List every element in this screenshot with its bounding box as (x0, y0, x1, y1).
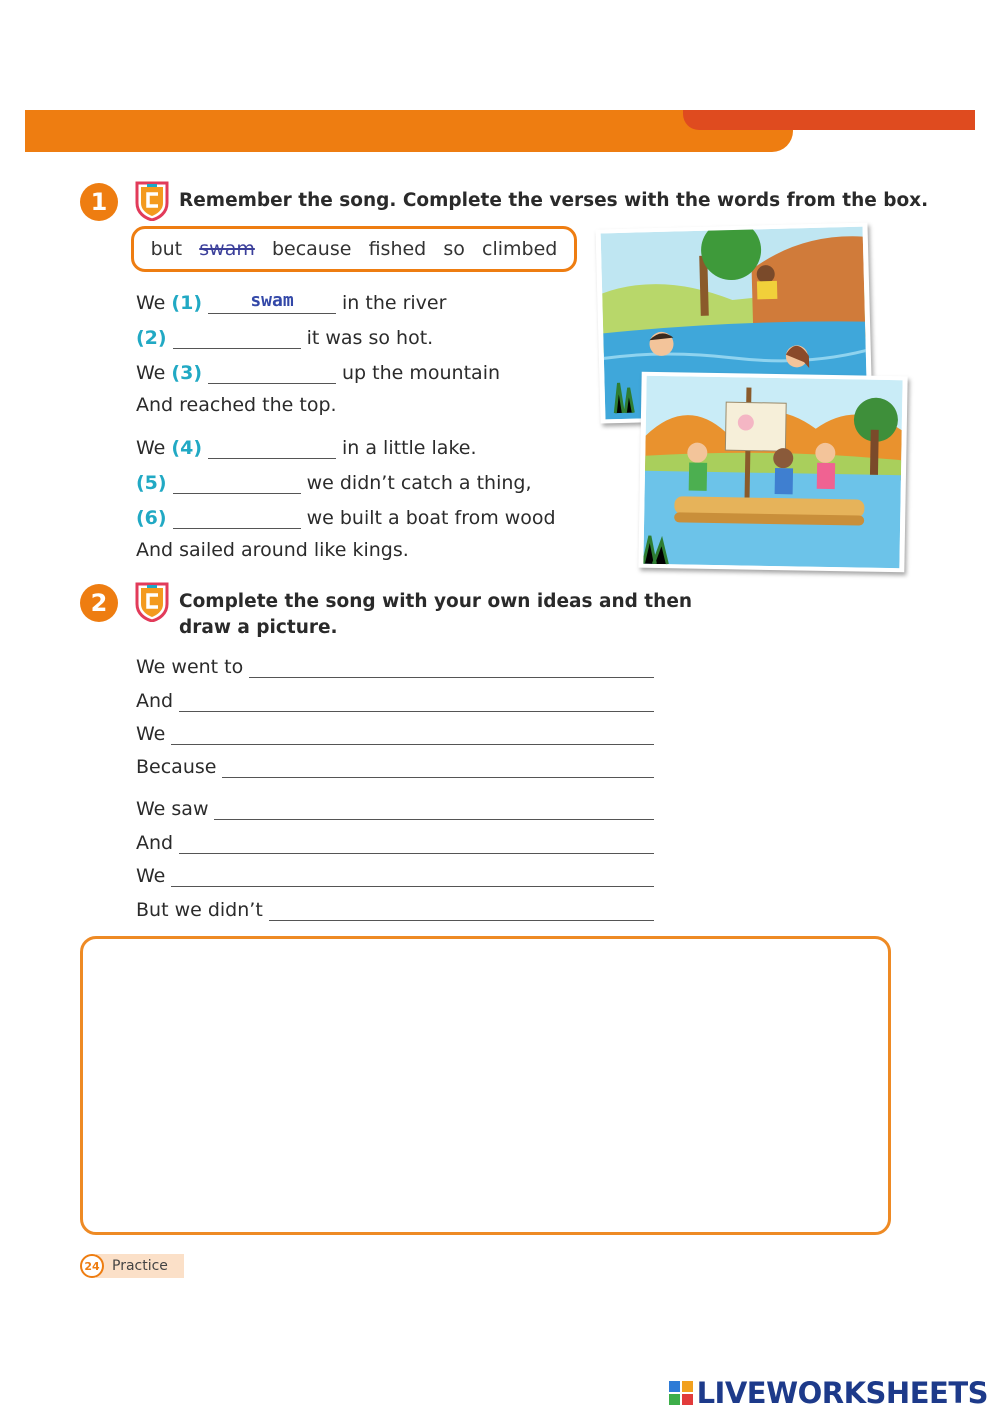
verse-number: (2) (136, 327, 167, 349)
answer-blank-3[interactable] (208, 359, 336, 384)
verse-text: up the mountain (342, 362, 501, 384)
instruction-line: draw a picture. (179, 617, 338, 638)
word-box-item: so (443, 238, 465, 260)
section-label: Practice (96, 1254, 184, 1278)
verse-text: And reached the top. (136, 394, 337, 416)
verse-text: in the river (342, 292, 447, 314)
verse-1 (136, 284, 446, 314)
word-box (131, 226, 577, 272)
write-line (136, 717, 654, 745)
logo-text: LIVEWORKSHEETS (696, 1376, 988, 1410)
write-line (136, 750, 654, 778)
write-in-field[interactable] (249, 657, 654, 678)
answer-blank-4[interactable] (208, 434, 336, 459)
page-footer (80, 1254, 184, 1278)
exercise-2-number: 2 (80, 584, 118, 622)
answer-blank-6[interactable] (173, 504, 301, 529)
line-prompt: And (136, 690, 174, 712)
answer-blank-5[interactable] (173, 469, 301, 494)
answer-text: swam (250, 290, 294, 311)
verse-number: (1) (171, 292, 203, 314)
verse-7 (136, 499, 556, 529)
instruction-line: Complete the song with your own ideas and then (179, 591, 693, 612)
write-line (136, 893, 654, 921)
page-number: 24 (80, 1254, 104, 1278)
verse-3 (136, 354, 500, 384)
word-box-item: fished (368, 238, 427, 260)
verse-4 (136, 386, 337, 416)
shield-icon (135, 181, 169, 225)
line-prompt: We went to (136, 656, 244, 678)
raft-illustration (638, 372, 907, 573)
write-in-field[interactable] (214, 799, 654, 820)
word-box-item: but (150, 238, 183, 260)
verse-text: we built a boat from wood (306, 507, 556, 529)
write-line (136, 650, 654, 678)
verse-number: (4) (171, 437, 203, 459)
header-banner (25, 110, 793, 152)
verse-number: (3) (171, 362, 203, 384)
verse-text: And sailed around like kings. (136, 539, 409, 561)
verse-text: it was so hot. (306, 327, 434, 349)
answer-blank-2[interactable] (173, 324, 301, 349)
verse-text: We (136, 292, 166, 314)
liveworksheets-logo (669, 1376, 988, 1410)
write-line (136, 859, 654, 887)
drawing-area[interactable] (80, 936, 891, 1235)
write-in-field[interactable] (171, 866, 654, 887)
exercise-1-instruction: Remember the song. Complete the verses with the words from the box. (179, 190, 929, 211)
write-line (136, 792, 654, 820)
write-in-field[interactable] (171, 724, 654, 745)
word-box-item: because (271, 238, 352, 260)
line-prompt: Because (136, 756, 217, 778)
write-in-field[interactable] (222, 757, 654, 778)
write-in-field[interactable] (269, 900, 654, 921)
word-box-item-used: swam (199, 238, 255, 260)
answer-blank-1[interactable] (208, 289, 336, 314)
line-prompt: We (136, 723, 166, 745)
verse-number: (5) (136, 472, 167, 494)
write-in-field[interactable] (179, 833, 654, 854)
verse-text: in a little lake. (342, 437, 477, 459)
exercise-2-instruction (179, 589, 692, 641)
verse-6 (136, 464, 532, 494)
line-prompt: And (136, 832, 174, 854)
line-prompt: But we didn’t (136, 899, 263, 921)
verse-2 (136, 319, 433, 349)
word-box-item: climbed (482, 238, 558, 260)
verse-text: We (136, 362, 166, 384)
verse-8 (136, 531, 409, 561)
write-line (136, 684, 654, 712)
verse-text: We (136, 437, 166, 459)
verse-text: we didn’t catch a thing, (306, 472, 532, 494)
line-prompt: We saw (136, 798, 209, 820)
verse-5 (136, 429, 477, 459)
write-in-field[interactable] (179, 691, 654, 712)
write-line (136, 826, 654, 854)
shield-icon (135, 582, 169, 626)
logo-icon (669, 1381, 693, 1405)
exercise-1-number: 1 (80, 183, 118, 221)
verse-number: (6) (136, 507, 167, 529)
line-prompt: We (136, 865, 166, 887)
header-banner-accent (683, 110, 975, 130)
